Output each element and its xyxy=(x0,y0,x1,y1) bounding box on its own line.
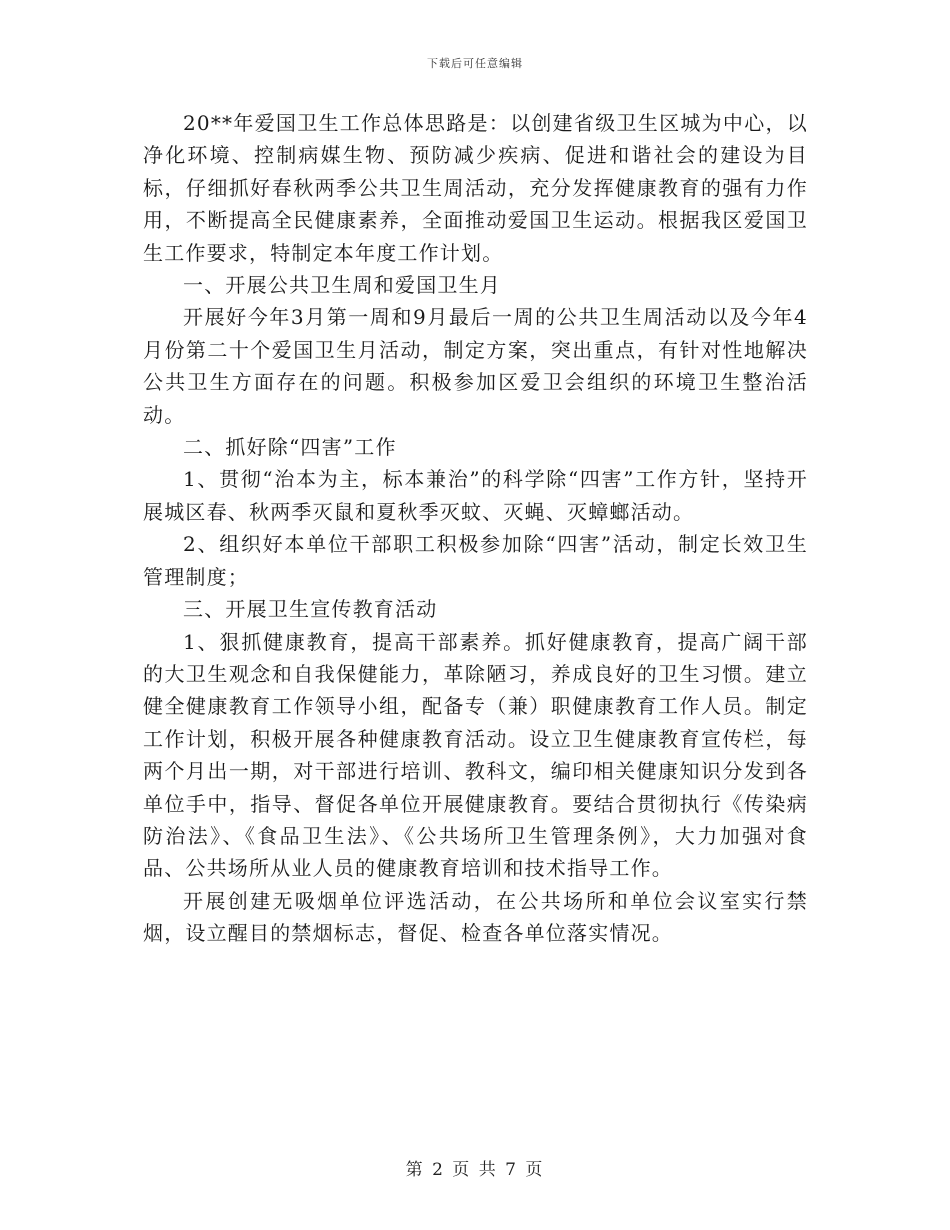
section-3-paragraph: 开展创建无吸烟单位评选活动，在公共场所和单位会议室实行禁烟，设立醒目的禁烟标志，督促、检查各单位落实情况。 xyxy=(143,888,808,946)
section-3-item-1: 1、狠抓健康教育，提高干部素养。抓好健康教育，提高广阔干部的大卫生观念和自我保健能力，革除陋习，养成良好的卫生习惯。建立健全健康教育工作领导小组，配备专（兼）职健康教育工作人员。制定工作计划，积极开展各种健康教育活动。设立卫生健康教育宣传栏，每两个月出一期，对干部进行培训、教科文，编印相关健康知识分发到各单位手中，指导、督促各单位开展健康教育。要结合贯彻执行《传染病防治法》、《食品卫生法》、《公共场所卫生管理条例》，大力加强对食品、公共场所从业人员的健康教育培训和技术指导工作。 xyxy=(143,629,808,881)
document-body xyxy=(143,107,808,950)
section-2-item-2: 2、组织好本单位干部职工积极参加除“四害”活动，制定长效卫生管理制度； xyxy=(143,532,808,589)
page-number-label: 第 2 页 共 7 页 xyxy=(405,1160,545,1180)
section-heading-2: 二、抓好除“四害”工作 xyxy=(183,435,397,460)
section-heading-1: 一、开展公共卫生周和爱国卫生月 xyxy=(183,273,501,298)
section-2-item-1: 1、贯彻“治本为主，标本兼治”的科学除“四害”工作方针，坚持开展城区春、秋两季灭鼠和夏秋季灭蚊、灭蝇、灭蟑螂活动。 xyxy=(143,467,808,524)
page-footer xyxy=(0,1155,950,1180)
section-heading-3: 三、开展卫生宣传教育活动 xyxy=(183,597,438,622)
header-note: 下载后可任意编辑 xyxy=(427,57,523,70)
section-1-paragraph: 开展好今年3月第一周和9月最后一周的公共卫生周活动以及今年4月份第二十个爱国卫生月活动，制定方案，突出重点，有针对性地解决公共卫生方面存在的问题。积极参加区爱卫会组织的环境卫生整治活动。 xyxy=(143,305,808,427)
intro-paragraph: 20**年爱国卫生工作总体思路是：以创建省级卫生区城为中心，以净化环境、控制病媒生物、预防减少疾病、促进和谐社会的建设为目标，仔细抓好春秋两季公共卫生周活动，充分发挥健康教育的强有力作用，不断提高全民健康素养，全面推动爱国卫生运动。根据我区爱国卫生工作要求，特制定本年度工作计划。 xyxy=(143,111,808,265)
